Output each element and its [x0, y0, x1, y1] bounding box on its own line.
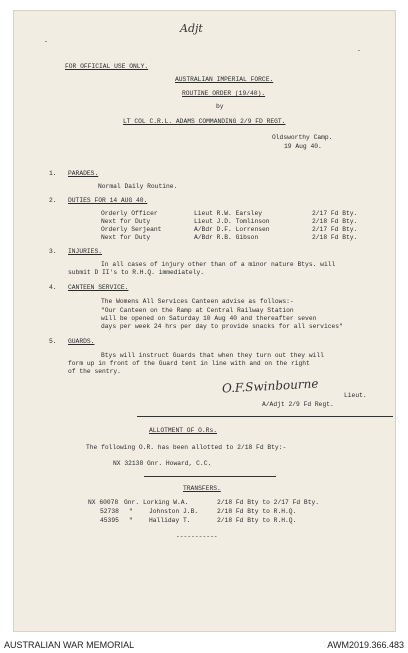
duty-label: Orderly Officer — [101, 210, 158, 217]
section-title: DUTIES FOR 14 AUG 40. — [68, 197, 148, 204]
section-title: CANTEEN SERVICE. — [68, 284, 129, 291]
transfer-number: 45395 — [100, 517, 119, 524]
duty-label: Next for Duty — [101, 218, 151, 225]
margin-mark: - — [357, 47, 361, 54]
section-number: 5. — [49, 338, 57, 345]
date: 19 Aug 40. — [284, 143, 322, 150]
duty-name: A/Bdr R.B. Gibson — [194, 234, 259, 241]
footer-accession: AWM2019.366.483 — [327, 640, 404, 650]
signature-title: A/Adjt 2/9 Fd Regt. — [262, 401, 334, 408]
handwritten-annotation: Adjt — [180, 22, 203, 35]
allotment-entry: NX 32138 Gnr. Howard, C.C. — [113, 460, 212, 467]
section-body: Btys will instruct Guards that when they turn out they will — [101, 352, 324, 359]
section-body: days per week 24 hrs per day to provide snacks for all services" — [101, 323, 343, 330]
signature-rank: Lieut. — [344, 392, 367, 399]
classification: FOR OFFICIAL USE ONLY. — [65, 63, 149, 70]
section-body: The Womens All Services Canteen advise as follows:- — [101, 298, 294, 305]
duty-battery: 2/18 Fd Bty. — [312, 234, 358, 241]
section-body: In all cases of injury other than of a minor nature Btys. will — [101, 261, 336, 268]
section-body: "Our Canteen on the Ramp at Central Railway Station — [101, 307, 294, 314]
allotment-intro: The following O.R. has been allotted to 2/18 Fd Bty:- — [86, 444, 287, 451]
transfer-name: Halliday T. — [149, 517, 191, 524]
place: Oldsworthy Camp. — [272, 134, 333, 141]
duty-label: Next for Duty — [101, 234, 151, 241]
transfer-number: NX 60078 — [88, 499, 119, 506]
document-page — [13, 10, 396, 632]
section-body: submit D II's to R.H.Q. immediately. — [68, 269, 205, 276]
unit-heading: AUSTRALIAN IMPERIAL FORCE. — [175, 76, 274, 83]
transfer-rank: " — [129, 508, 133, 515]
divider — [137, 416, 393, 417]
transfers-heading: TRANSFERS. — [183, 485, 221, 492]
divider — [144, 476, 276, 477]
section-body: of the sentry. — [68, 368, 121, 375]
duty-name: A/Bdr D.F. Lorrensen — [194, 226, 270, 233]
transfer-rank: Gnr. — [124, 499, 140, 506]
duty-battery: 2/17 Fd Bty. — [312, 226, 358, 233]
signature: O.F.Swinbourne — [221, 376, 319, 396]
allotment-heading: ALLOTMENT OF O.Rs. — [149, 427, 218, 434]
by-label: by — [216, 103, 224, 110]
commander-line: LT COL C.R.L. ADAMS COMMANDING 2/9 FD REGT. — [123, 118, 286, 125]
section-body: Normal Daily Routine. — [98, 183, 178, 190]
section-number: 3. — [49, 248, 57, 255]
section-body: form up in front of the Guard tent in line with and on the right — [68, 360, 310, 367]
duty-battery: 2/17 Fd Bty. — [312, 210, 358, 217]
section-body: will be opened on Saturday 10 Aug 40 and thereafter seven — [101, 315, 317, 322]
footer-source: AUSTRALIAN WAR MEMORIAL — [4, 640, 135, 650]
section-number: 2. — [49, 197, 57, 204]
transfer-rank: " — [129, 517, 133, 524]
duty-battery: 2/18 Fd Bty. — [312, 218, 358, 225]
transfer-move: 2/18 Fd Bty to R.H.Q. — [217, 517, 297, 524]
transfer-name: Lorking W.A. — [143, 499, 189, 506]
transfer-move: 2/18 Fd Bty to R.H.Q. — [217, 508, 297, 515]
section-title: PARADES. — [68, 170, 99, 177]
section-number: 1. — [49, 170, 57, 177]
margin-mark: - — [44, 38, 48, 45]
transfer-name: Johnston J.B. — [149, 508, 199, 515]
section-number: 4. — [49, 284, 57, 291]
section-title: INJURIES. — [68, 248, 103, 255]
section-title: GUARDS. — [68, 338, 95, 345]
page-title: ROUTINE ORDER (19/40). — [182, 90, 266, 97]
transfer-move: 2/18 Fd Bty to 2/17 Fd Bty. — [217, 499, 320, 506]
duty-name: Lieut J.D. Tomlinson — [194, 218, 270, 225]
footer-bar — [0, 638, 408, 653]
duty-label: Orderly Serjeant — [101, 226, 162, 233]
duty-name: Lieut R.W. Earsley — [194, 210, 263, 217]
end-mark: ----------- — [176, 533, 218, 540]
transfer-number: 52738 — [100, 508, 119, 515]
